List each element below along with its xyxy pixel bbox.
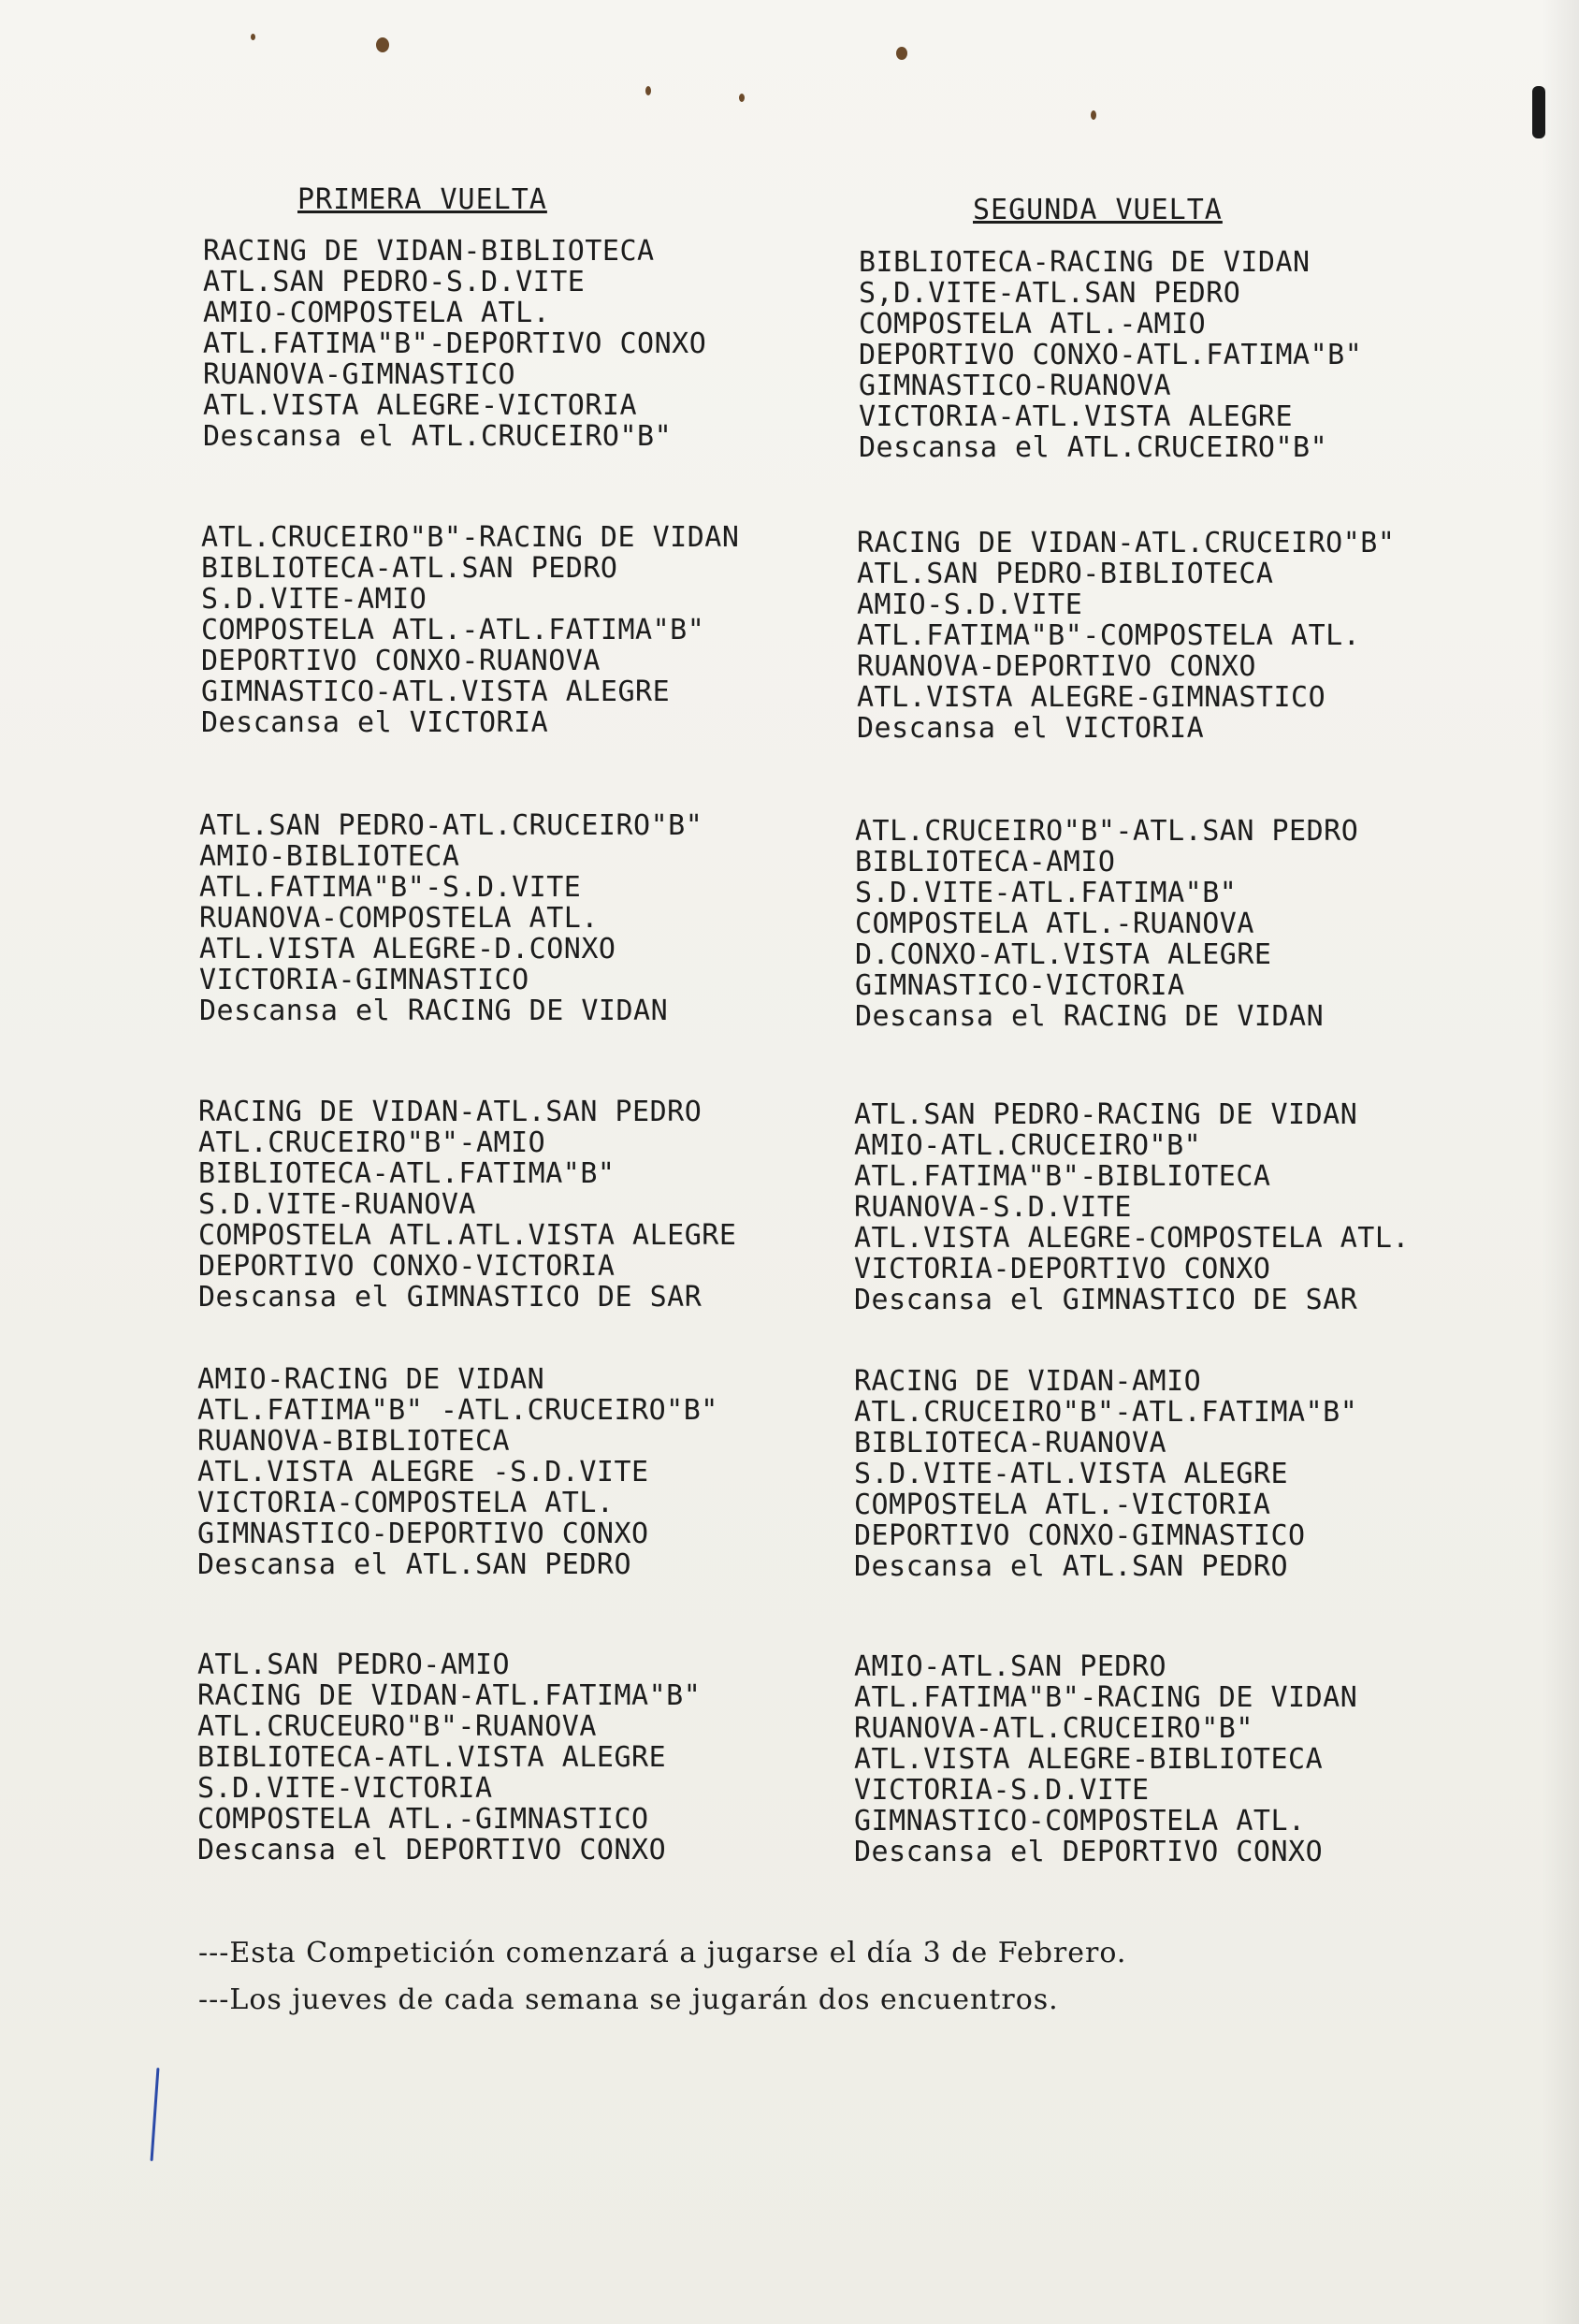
fixture-line: GIMNASTICO-RUANOVA (859, 370, 1172, 402)
fixture-line: ATL.VISTA ALEGRE-COMPOSTELA ATL. (854, 1222, 1410, 1255)
fixture-line: COMPOSTELA ATL.-RUANOVA (855, 908, 1254, 940)
round-4-second-leg (854, 1099, 1410, 1315)
fixture-line: D.CONXO-ATL.VISTA ALEGRE (855, 938, 1272, 971)
fixture-line: VICTORIA-ATL.VISTA ALEGRE (859, 400, 1294, 433)
fixture-line: ATL.SAN PEDRO-AMIO (197, 1649, 511, 1681)
fixture-line: AMIO-BIBLIOTECA (199, 840, 460, 873)
fixture-line: RACING DE VIDAN-ATL.CRUCEIRO"B" (857, 527, 1396, 559)
rest-line: Descansa el VICTORIA (857, 712, 1205, 745)
fixture-line: RUANOVA-BIBLIOTECA (197, 1425, 511, 1458)
heading-segunda-vuelta: SEGUNDA VUELTA (973, 194, 1223, 226)
rest-line: Descansa el GIMNASTICO DE SAR (854, 1284, 1358, 1316)
note-start-date: ---Esta Competición comenzará a jugarse el día 3 de Febrero. (198, 1937, 1127, 1969)
round-6-first-leg (197, 1649, 701, 1866)
fixture-line: RUANOVA-COMPOSTELA ATL. (199, 902, 599, 935)
heading-primera-vuelta: PRIMERA VUELTA (297, 183, 547, 216)
fixture-line: ATL.VISTA ALEGRE-D.CONXO (199, 933, 616, 966)
round-3-first-leg (199, 810, 703, 1026)
fixture-line: ATL.SAN PEDRO-ATL.CRUCEIRO"B" (199, 809, 703, 842)
fixture-line: S.D.VITE-ATL.FATIMA"B" (855, 877, 1238, 909)
fixture-line: RACING DE VIDAN-AMIO (854, 1365, 1202, 1398)
fixture-line: ATL.CRUCEIRO"B"-RACING DE VIDAN (201, 521, 740, 554)
fixture-line: S.D.VITE-ATL.VISTA ALEGRE (854, 1458, 1289, 1490)
fixture-line: ATL.VISTA ALEGRE -S.D.VITE (197, 1456, 649, 1489)
fixture-line: ATL.CRUCEIRO"B"-ATL.SAN PEDRO (855, 815, 1359, 848)
rest-line: Descansa el RACING DE VIDAN (199, 995, 669, 1027)
fixture-line: COMPOSTELA ATL.-ATL.FATIMA"B" (201, 614, 705, 646)
round-5-first-leg (197, 1364, 718, 1580)
fixture-line: BIBLIOTECA-ATL.VISTA ALEGRE (197, 1741, 667, 1774)
fixture-line: RUANOVA-GIMNASTICO (203, 358, 516, 391)
fixture-line: DEPORTIVO CONXO-GIMNASTICO (854, 1519, 1306, 1552)
fixture-line: S.D.VITE-AMIO (201, 583, 427, 616)
note-thursdays: ---Los jueves de cada semana se jugarán dos encuentros. (198, 1983, 1059, 2016)
rest-line: Descansa el DEPORTIVO CONXO (854, 1836, 1324, 1868)
fixture-line: BIBLIOTECA-ATL.FATIMA"B" (198, 1157, 616, 1190)
ink-smudge (1532, 86, 1545, 138)
fixture-line: GIMNASTICO-COMPOSTELA ATL. (854, 1805, 1306, 1837)
fixture-line: S.D.VITE-VICTORIA (197, 1772, 493, 1805)
fixture-line: ATL.SAN PEDRO-RACING DE VIDAN (854, 1098, 1358, 1131)
fixture-line: ATL.CRUCEIRO"B"-AMIO (198, 1126, 546, 1159)
fixture-line: RUANOVA-DEPORTIVO CONXO (857, 650, 1256, 683)
fixture-line: ATL.SAN PEDRO-S.D.VITE (203, 266, 586, 298)
fixture-line: BIBLIOTECA-RUANOVA (854, 1427, 1167, 1460)
fixture-line: BIBLIOTECA-AMIO (855, 846, 1116, 879)
rest-line: Descansa el VICTORIA (201, 706, 549, 739)
fixture-line: DEPORTIVO CONXO-RUANOVA (201, 645, 601, 677)
round-3-second-leg (855, 816, 1358, 1032)
fixture-line: VICTORIA-GIMNASTICO (199, 964, 529, 996)
round-5-second-leg (854, 1366, 1357, 1582)
round-1-first-leg (203, 236, 706, 452)
fixture-line: COMPOSTELA ATL.-AMIO (859, 308, 1207, 341)
fixture-line: COMPOSTELA ATL.-GIMNASTICO (197, 1803, 649, 1836)
rest-line: Descansa el ATL.SAN PEDRO (197, 1548, 632, 1581)
rest-line: Descansa el DEPORTIVO CONXO (197, 1834, 667, 1866)
punch-hole (376, 37, 389, 52)
fixture-line: ATL.VISTA ALEGRE-GIMNASTICO (857, 681, 1326, 714)
fixture-line: ATL.FATIMA"B"-DEPORTIVO CONXO (203, 327, 707, 360)
fixture-line: ATL.FATIMA"B"-BIBLIOTECA (854, 1160, 1271, 1193)
fixture-line: GIMNASTICO-DEPORTIVO CONXO (197, 1518, 649, 1550)
fixture-line: COMPOSTELA ATL.ATL.VISTA ALEGRE (198, 1219, 737, 1252)
paper-edge-shadow (1542, 0, 1579, 2324)
fixture-line: ATL.FATIMA"B" -ATL.CRUCEIRO"B" (197, 1394, 718, 1427)
fixture-line: COMPOSTELA ATL.-VICTORIA (854, 1489, 1271, 1521)
fixture-line: ATL.SAN PEDRO-BIBLIOTECA (857, 558, 1274, 590)
fixture-line: VICTORIA-DEPORTIVO CONXO (854, 1253, 1271, 1285)
fixture-line: DEPORTIVO CONXO-VICTORIA (198, 1250, 616, 1283)
punch-hole (896, 47, 907, 60)
fixture-line: ATL.FATIMA"B"-RACING DE VIDAN (854, 1681, 1358, 1714)
rest-line: Descansa el ATL.SAN PEDRO (854, 1550, 1289, 1583)
fixture-line: AMIO-ATL.CRUCEIRO"B" (854, 1129, 1202, 1162)
fixture-line: RACING DE VIDAN-BIBLIOTECA (203, 235, 655, 268)
fixture-line: RUANOVA-ATL.CRUCEIRO"B" (854, 1712, 1253, 1745)
fixture-line: RUANOVA-S.D.VITE (854, 1191, 1132, 1224)
fixture-line: ATL.VISTA ALEGRE-VICTORIA (203, 389, 638, 422)
fixture-line: GIMNASTICO-VICTORIA (855, 969, 1185, 1002)
fixture-line: AMIO-COMPOSTELA ATL. (203, 297, 551, 329)
fixture-line: S.D.VITE-RUANOVA (198, 1188, 476, 1221)
fixture-line: AMIO-RACING DE VIDAN (197, 1363, 545, 1396)
fixture-line: ATL.FATIMA"B"-S.D.VITE (199, 871, 582, 904)
punch-hole (739, 94, 745, 102)
fixture-line: ATL.VISTA ALEGRE-BIBLIOTECA (854, 1743, 1324, 1776)
round-4-first-leg (198, 1097, 736, 1313)
fixture-line: BIBLIOTECA-RACING DE VIDAN (859, 246, 1311, 279)
rest-line: Descansa el ATL.CRUCEIRO"B" (859, 431, 1328, 464)
fixture-line: ATL.CRUCEURO"B"-RUANOVA (197, 1710, 597, 1743)
round-2-first-leg (201, 522, 739, 738)
fixture-line: AMIO-ATL.SAN PEDRO (854, 1650, 1167, 1683)
fixture-line: GIMNASTICO-ATL.VISTA ALEGRE (201, 675, 671, 708)
round-1-second-leg (859, 247, 1362, 463)
fixture-line: VICTORIA-COMPOSTELA ATL. (197, 1487, 615, 1519)
fixture-line: VICTORIA-S.D.VITE (854, 1774, 1150, 1807)
fixture-line: RACING DE VIDAN-ATL.SAN PEDRO (198, 1096, 703, 1128)
round-2-second-leg (857, 528, 1395, 744)
fixture-line: S,D.VITE-ATL.SAN PEDRO (859, 277, 1241, 310)
punch-hole (645, 86, 651, 95)
rest-line: Descansa el RACING DE VIDAN (855, 1000, 1325, 1033)
fixture-line: AMIO-S.D.VITE (857, 588, 1083, 621)
fixture-line: BIBLIOTECA-ATL.SAN PEDRO (201, 552, 618, 585)
punch-hole (251, 34, 255, 40)
rest-line: Descansa el GIMNASTICO DE SAR (198, 1281, 703, 1314)
fixture-line: ATL.FATIMA"B"-COMPOSTELA ATL. (857, 619, 1361, 652)
punch-hole (1091, 110, 1096, 120)
round-6-second-leg (854, 1651, 1357, 1867)
rest-line: Descansa el ATL.CRUCEIRO"B" (203, 420, 673, 453)
fixture-line: ATL.CRUCEIRO"B"-ATL.FATIMA"B" (854, 1396, 1358, 1429)
fixture-line: DEPORTIVO CONXO-ATL.FATIMA"B" (859, 339, 1363, 371)
fixture-line: RACING DE VIDAN-ATL.FATIMA"B" (197, 1679, 702, 1712)
